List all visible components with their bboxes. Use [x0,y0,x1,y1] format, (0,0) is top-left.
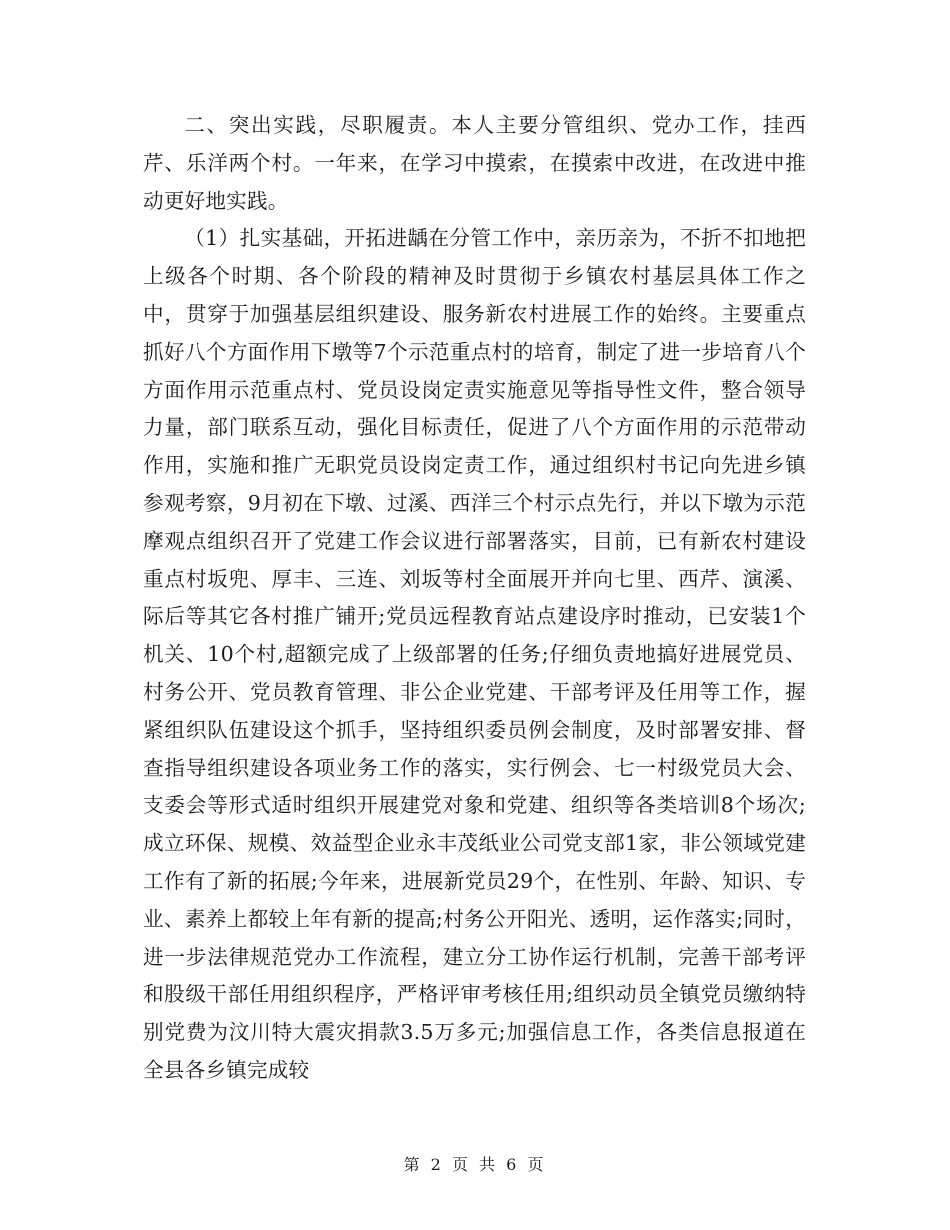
page-footer [0,1152,950,1175]
page-number-label: 第 2 页 共 6 页 [403,1155,547,1174]
document-body [143,107,806,1090]
paragraph-solid-foundation: （1）扎实基础，开拓进龋在分管工作中，亲历亲为，不折不扣地把上级各个时期、各个阶段的精神及时贯彻于乡镇农村基层具体工作之中，贯穿于加强基层组织建设、服务新农村进展工作的始终。主要重点抓好八个方面作用下墩等7个示范重点村的培育，制定了进一步培育八个方面作用示范重点村、党员设岗定责实施意见等指导性文件，整合领导力量，部门联系互动，强化目标责任，促进了八个方面作用的示范带动作用，实施和推广无职党员设岗定责工作，通过组织村书记向先进乡镇参观考察，9月初在下墩、过溪、西洋三个村示点先行，并以下墩为示范摩观点组织召开了党建工作会议进行部署落实，目前，已有新农村建设重点村坂兜、厚丰、三连、刘坂等村全面展开并向七里、西芹、演溪、际后等其它各村推广铺开;党员远程教育站点建设序时推动，已安装1个机关、10个村,超额完成了上级部署的任务;仔细负责地搞好进展党员、村务公开、党员教育管理、非公企业党建、干部考评及任用等工作，握紧组织队伍建设这个抓手，坚持组织委员例会制度，及时部署安排、督查指导组织建设各项业务工作的落实，实行例会、七一村级党员大会、支委会等形式适时组织开展建党对象和党建、组织等各类培训8个场次;成立环保、规模、效益型企业永丰茂纸业公司党支部1家，非公领域党建工作有了新的拓展;今年来，进展新党员29个，在性别、年龄、知识、专业、素养上都较上年有新的提高;村务公开阳光、透明，运作落实;同时，进一步法律规范党办工作流程，建立分工协作运行机制，完善干部考评和股级干部任用组织程序，严格评审考核任用;组织动员全镇党员缴纳特别党费为汶川特大震灾捐款3.5万多元;加强信息工作，各类信息报道在全县各乡镇完成较 [143,226,806,1082]
paragraph-practice-summary: 二、突出实践，尽职履责。本人主要分管组织、党办工作，挂西芹、乐洋两个村。一年来，在学习中摸索，在摸索中改进，在改进中推动更好地实践。 [143,113,806,213]
